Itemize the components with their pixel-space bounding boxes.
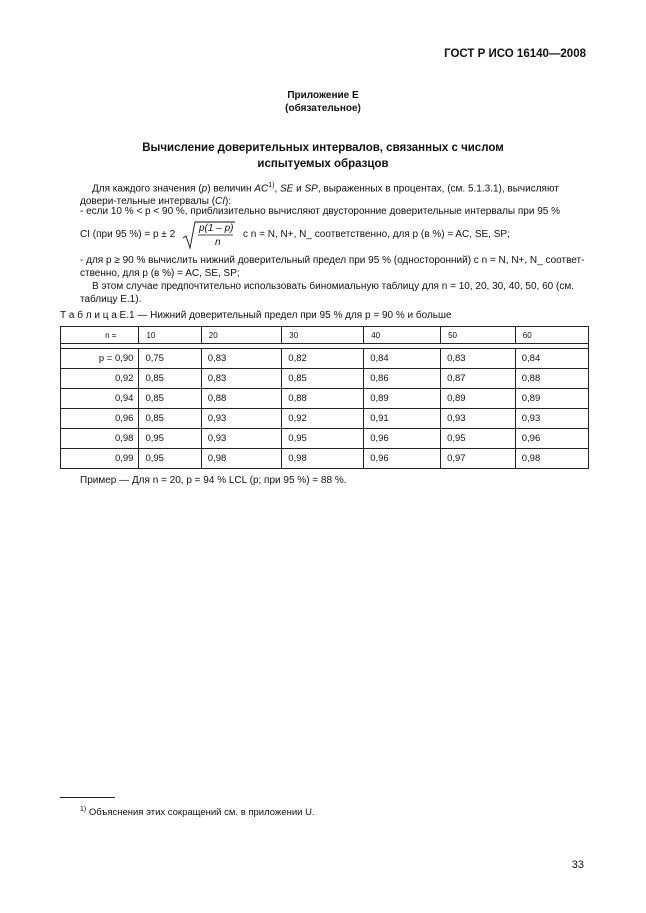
table-cell: 0,95	[139, 449, 201, 469]
table-cell: 0,84	[364, 349, 441, 369]
section-title-line2: испытуемых образцов	[257, 158, 389, 170]
intro-paragraph	[80, 179, 588, 208]
bullet-one-sided: - для p ≥ 90 % вычислить нижний доверительный предел при 95 % (односторонний) с n = N, N+, N_ соответ-ственно, для p (в %) = AC, SE, SP;	[80, 255, 585, 279]
table-row	[61, 409, 589, 429]
table-cell: 0,84	[515, 349, 588, 369]
table-cell: 0,88	[201, 389, 281, 409]
table-cell: 0,98	[515, 449, 588, 469]
page-number: 33	[571, 859, 584, 871]
text: ) величин	[207, 183, 255, 195]
binomial-paragraph: В этом случае предпочтительно использовать биномиальную таблицу для n = 10, 20, 30, 40, 50, 60 (см. таблицу Е.1).	[80, 281, 574, 305]
table-cell: 0,93	[201, 409, 281, 429]
table-cell: 0,95	[441, 429, 516, 449]
text: ):	[225, 196, 232, 208]
bullet-two-sided: - если 10 % < p < 90 %, приблизительно вычисляют двусторонние доверительные интервалы при 95 %	[80, 206, 561, 217]
formula-numerator: p(1 – p)	[199, 223, 234, 234]
table-cell: 0,83	[201, 369, 281, 389]
table-header-cell: 30	[282, 327, 364, 344]
table-header-cell: n =	[61, 327, 139, 344]
row-p-value: 0,99	[61, 449, 139, 469]
example-note: Пример — Для n = 20, p = 94 % LCL (p; при 95 %) = 88 %.	[80, 475, 347, 486]
text: SP	[304, 183, 318, 195]
footnote-mark: 1)	[80, 806, 87, 813]
row-p-value: 0,98	[61, 429, 139, 449]
formula-denominator: n	[215, 237, 221, 248]
table-cell: 0,96	[364, 449, 441, 469]
text: , выраженных в процентах, (см. 5.1.3.1), вычисляют довери-тельные интервалы (	[80, 183, 559, 208]
row-p-value: 0,96	[61, 409, 139, 429]
table-cell: 0,89	[515, 389, 588, 409]
table-header-cell: 50	[441, 327, 516, 344]
formula-left: CI (при 95 %) = p ± 2	[80, 229, 176, 240]
table-cell: 0,96	[515, 429, 588, 449]
table-cell: 0,93	[201, 429, 281, 449]
table-cell: 0,85	[282, 369, 364, 389]
table-row	[61, 389, 589, 409]
table-row	[61, 449, 589, 469]
table-cell: 0,92	[282, 409, 364, 429]
text: и	[293, 183, 305, 195]
table-cell: 0,86	[364, 369, 441, 389]
table-cell: 0,83	[441, 349, 516, 369]
table-cell: 0,89	[364, 389, 441, 409]
table-header-cell: 60	[515, 327, 588, 344]
table-cell: 0,83	[201, 349, 281, 369]
row-p-value: 0,92	[61, 369, 139, 389]
table-caption: Т а б л и ц а Е.1 — Нижний доверительный предел при 95 % для p = 90 % и больше	[60, 310, 452, 321]
table-row	[61, 429, 589, 449]
table-cell: 0,95	[282, 429, 364, 449]
confidence-table	[60, 326, 589, 469]
text: Для каждого значения (	[92, 183, 202, 195]
appendix-heading	[0, 89, 646, 115]
formula-right: с n = N, N+, N_ соответственно, для p (в %) = AC, SE, SP;	[243, 229, 510, 240]
footnote	[80, 806, 315, 818]
section-title	[0, 140, 646, 172]
table-header-cell: 10	[139, 327, 201, 344]
table-cell: 0,87	[441, 369, 516, 389]
row-p-value: p = 0,90	[61, 349, 139, 369]
table-cell: 0,98	[282, 449, 364, 469]
table-header-row	[61, 327, 589, 344]
text: AC	[254, 183, 269, 195]
section-title-line1: Вычисление доверительных интервалов, связанных с числом	[142, 142, 504, 154]
table-cell: 0,88	[282, 389, 364, 409]
footnote-ref: 1)	[268, 182, 275, 189]
document-header: ГОСТ Р ИСО 16140—2008	[444, 48, 586, 60]
table-cell: 0,97	[441, 449, 516, 469]
table-cell: 0,93	[441, 409, 516, 429]
table-cell: 0,98	[201, 449, 281, 469]
table-cell: 0,96	[364, 429, 441, 449]
table-cell: 0,91	[364, 409, 441, 429]
text: SE	[280, 183, 294, 195]
row-p-value: 0,94	[61, 389, 139, 409]
table-cell: 0,85	[139, 409, 201, 429]
table-cell: 0,93	[515, 409, 588, 429]
text: ,	[274, 183, 280, 195]
table-cell: 0,82	[282, 349, 364, 369]
table-cell: 0,85	[139, 389, 201, 409]
footnote-text: Объяснения этих сокращений см. в приложении U.	[86, 807, 315, 819]
table-cell: 0,88	[515, 369, 588, 389]
text: CI	[215, 196, 226, 208]
table-cell: 0,89	[441, 389, 516, 409]
table-cell: 0,85	[139, 369, 201, 389]
appendix-status: (обязательное)	[285, 103, 361, 114]
table-header-cell: 40	[364, 327, 441, 344]
table-cell: 0,75	[139, 349, 201, 369]
table-cell: 0,95	[139, 429, 201, 449]
appendix-title: Приложение Е	[287, 90, 359, 101]
footnote-divider	[60, 797, 115, 798]
table-row	[61, 369, 589, 389]
table-header-cell: 20	[201, 327, 281, 344]
table-row	[61, 349, 589, 369]
text: p	[201, 183, 208, 195]
